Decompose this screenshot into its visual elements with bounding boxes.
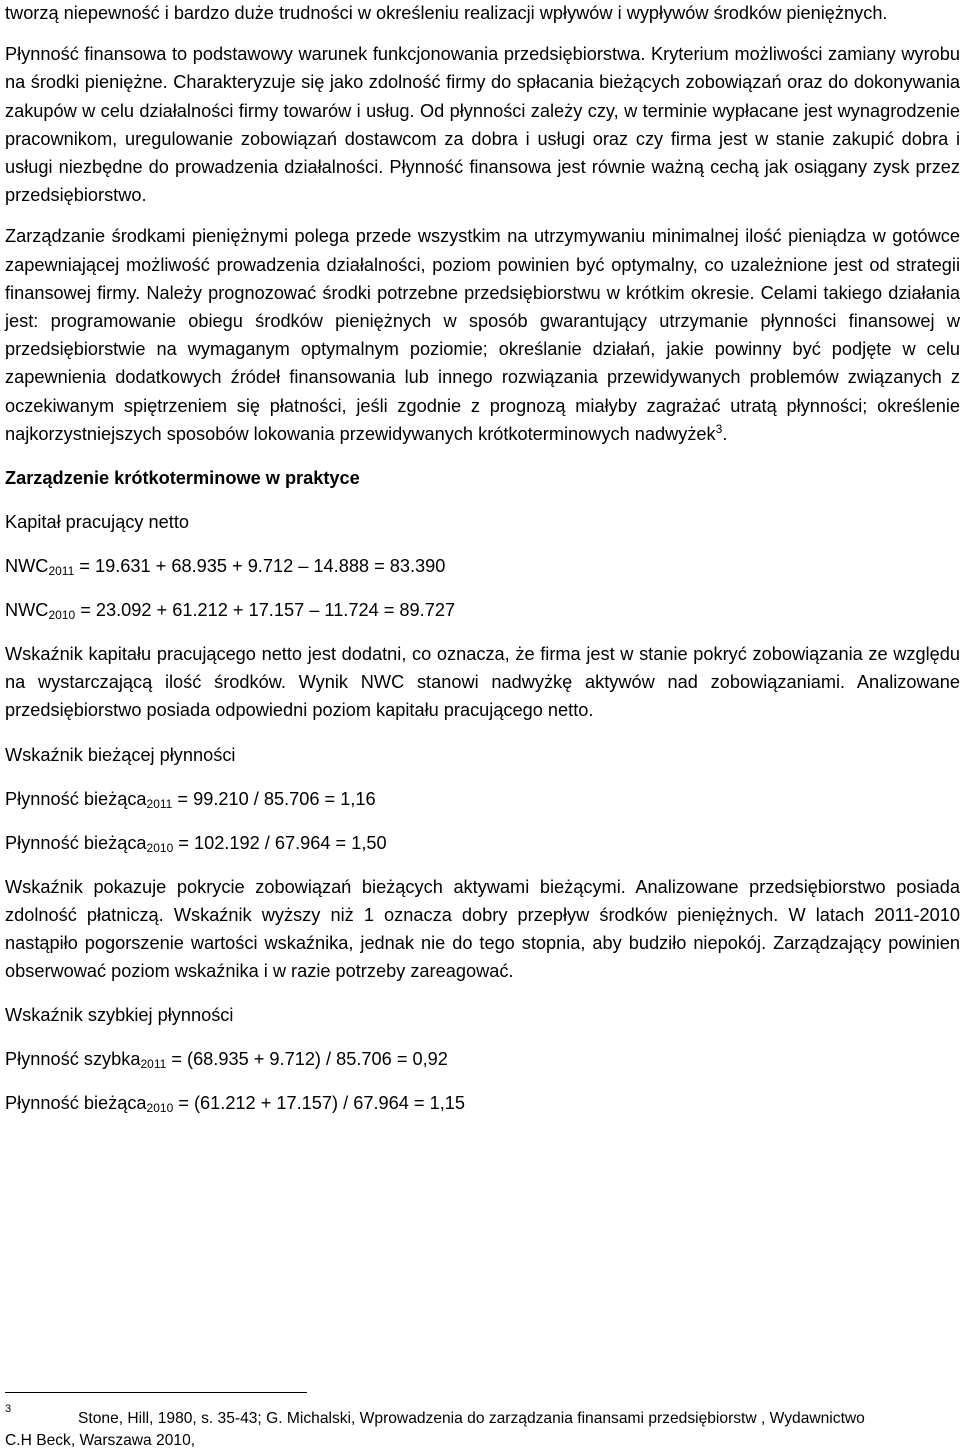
- formula-subscript: 2010: [146, 1101, 174, 1116]
- paragraph-cash-management-text: Zarządzanie środkami pieniężnymi polega przede wszystkim na utrzymywaniu minimalnej ilość pieniądza w gotówce zapewniającej możliwość prowadzenia działalności, poziom powinien być optymalny, co uzależnione jest od strategii finansowej firmy. Należy prognozować środki potrzebne przedsiębiorstwu w krótkim okresie. Celami takiego działania jest: programowanie obiegu środków pieniężnych w sposób gwarantujący utrzymanie płynności finansowej w przedsiębiorstwie na wymaganym optymalnym poziomie; określanie działań, jakie powinny być podjęte w celu zapewnienia dodatkowych źródeł finansowania lub innego rozwiązania przewidywanych problemów związanych z oczekiwanym spiętrzeniem się płatności, jeśli zgodnie z prognozą miałyby zagrażać utratą płynności; określenie najkorzystniejszych sposobów lokowania przewidywanych krótkoterminowych nadwyżek: [5, 226, 960, 444]
- footnote-mark: 3: [5, 1403, 12, 1415]
- formula-nwc-2011: [5, 552, 960, 580]
- formula-name: NWC: [5, 556, 49, 577]
- formula-expression: = 99.210 / 85.706 = 1,16: [172, 788, 376, 809]
- formula-subscript: 2011: [140, 1057, 167, 1072]
- paragraph-cash-management: [5, 222, 960, 448]
- paragraph-end-period: .: [722, 423, 728, 444]
- formula-expression: = (61.212 + 17.157) / 67.964 = 1,15: [173, 1093, 465, 1114]
- formula-expression: = (68.935 + 9.712) / 85.706 = 0,92: [166, 1049, 448, 1070]
- label-quick-liquidity: Wskaźnik szybkiej płynności: [5, 1005, 234, 1026]
- formula-name: Płynność bieżąca: [5, 788, 147, 809]
- formula-name: NWC: [5, 600, 49, 621]
- footnote-citation-line-2: C.H Beck, Warszawa 2010,: [5, 1432, 196, 1449]
- formula-subscript: 2010: [146, 840, 174, 855]
- paragraph-nwc-interpretation: Wskaźnik kapitału pracującego netto jest dodatni, co oznacza, że firma jest w stanie pokryć zobowiązania ze względu na wystarczającą ilość środków. Wynik NWC stanowi nadwyżkę aktywów nad zobowiązaniami. Analizowane przedsiębiorstwo posiada odpowiedni poziom kapitału pracującego netto.: [5, 644, 960, 721]
- formula-quick-2010: [5, 1089, 960, 1117]
- formula-expression: = 23.092 + 61.212 + 17.157 – 11.724 = 89.727: [75, 600, 456, 621]
- formula-subscript: 2011: [146, 796, 173, 811]
- formula-name: Płynność bieżąca: [5, 832, 147, 853]
- footnote-reference[interactable]: 3: [715, 421, 723, 436]
- formula-name: Płynność bieżąca: [5, 1093, 147, 1114]
- formula-name: Płynność szybka: [5, 1049, 141, 1070]
- paragraph-liquidity-definition: Płynność finansowa to podstawowy warunek funkcjonowania przedsiębiorstwa. Kryterium możliwości zamiany wyrobu na środki pieniężne. Charakteryzuje się jako zdolność firmy do spłacania bieżących zobowiązań oraz do dokonywania zakupów w celu działalności firmy towarów i usług. Od płynności zależy czy, w terminie wypłacane jest wynagrodzenie pracownikom, uregulowanie zobowiązań dostawcom za dobra i usługi oraz czy firma jest w stanie zakupić dobra i usługi niezbędne do prowadzenia działalności. Płynność finansowa jest równie ważną cechą jak osiągany zysk przez przedsiębiorstwo.: [5, 44, 960, 206]
- formula-expression: = 102.192 / 67.964 = 1,50: [173, 832, 387, 853]
- footnote-separator: [5, 1392, 307, 1393]
- formula-current-2010: [5, 829, 960, 857]
- footnote-citation-line-1: Stone, Hill, 1980, s. 35-43; G. Michalski, Wprowadzenia do zarządzania finansami przedsiębiorstw , Wydawnictwo: [78, 1410, 865, 1427]
- formula-subscript: 2010: [48, 608, 76, 623]
- formula-current-2011: [5, 785, 960, 813]
- formula-nwc-2010: [5, 596, 960, 624]
- formula-expression: = 19.631 + 68.935 + 9.712 – 14.888 = 83.390: [74, 556, 446, 577]
- label-current-liquidity: Wskaźnik bieżącej płynności: [5, 744, 236, 765]
- paragraph-current-interpretation: Wskaźnik pokazuje pokrycie zobowiązań bieżących aktywami bieżącymi. Analizowane przedsiębiorstwo posiada zdolność płatniczą. Wskaźnik wyższy niż 1 oznacza dobry przepływ środków pieniężnych. W latach 2011-2010 nastąpiło pogorszenie wartości wskaźnika, jednak nie do tego stopnia, aby budziło niepokój. Zarządzający powinien obserwować poziom wskaźnika i w razie potrzeby zareagować.: [5, 876, 960, 982]
- formula-quick-2011: [5, 1045, 960, 1073]
- paragraph-intro-continuation: tworzą niepewność i bardzo duże trudności w określeniu realizacji wpływów i wypływów środków pieniężnych.: [5, 3, 888, 23]
- section-heading: Zarządzenie krótkoterminowe w praktyce: [5, 468, 360, 489]
- document-page: [5, 0, 960, 1117]
- label-net-working-capital: Kapitał pracujący netto: [5, 512, 190, 533]
- formula-subscript: 2011: [48, 564, 75, 579]
